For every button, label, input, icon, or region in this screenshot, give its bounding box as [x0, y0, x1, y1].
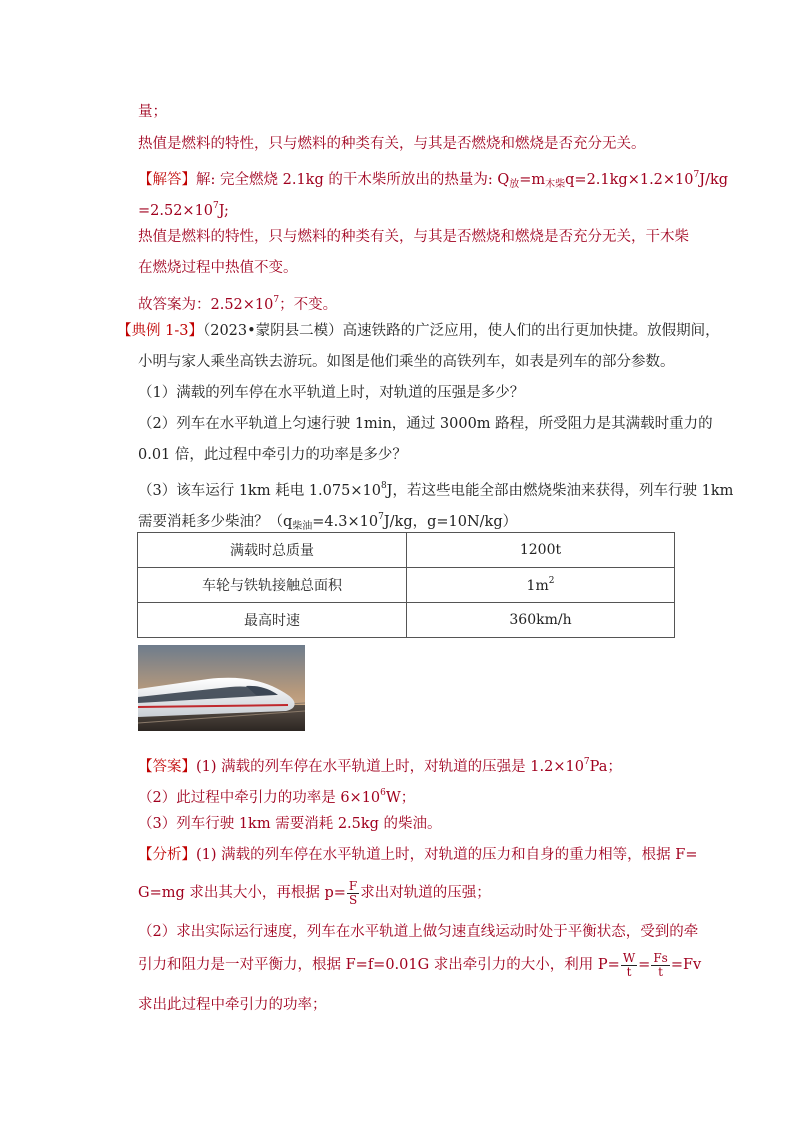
train-parameters-table [137, 532, 675, 638]
prev-line-6: 在燃烧过程中热值不变。 [138, 260, 298, 276]
table-cell-label: 满载时总质量 [138, 533, 407, 568]
analysis-line-3: （2）求出实际运行速度，列车在水平轨道上做匀速直线运动时处于平衡状态，受到的牵 [138, 924, 699, 940]
fraction-w-over-t: $\frac{W}{t}$ [622, 950, 636, 979]
table-cell-value: 1200t [407, 533, 675, 568]
question-3-line-1: （3）该车运行 1km 耗电 $1.075\times 10^8J$，若这些电能全部由燃烧柴油来获得，列车行驶 1km [138, 481, 734, 499]
example-tag: 【典例 1-3】 [117, 323, 203, 339]
analysis-line-4: 引力和阻力是一对平衡力，根据 F=f=0.01G 求出牵引力的大小，利用 P= $\frac{W}{t}$ = $\frac{Fs}{t}$ =Fv [138, 950, 702, 979]
answer-tag: 【解答】 [138, 172, 196, 188]
prev-line-4: $=2.52\times 10^7J$; [138, 201, 229, 219]
answer-line-1: 【答案】(1) 满载的列车停在水平轨道上时，对轨道的压强是 $1.2\times 10^7Pa$； [138, 757, 622, 775]
example-line-1: 【典例 1-3】（2023•蒙阴县二模）高速铁路的广泛应用，使人们的出行更加快捷。放假期间， [117, 323, 720, 339]
question-2-line-2: 0.01 倍，此过程中牵引力的功率是多少？ [138, 447, 407, 463]
table-row [138, 603, 675, 638]
example-line-2: 小明与家人乘坐高铁去游玩。如图是他们乘坐的高铁列车，如表是列车的部分参数。 [138, 354, 675, 370]
prev-line-2: 热值是燃料的特性，只与燃料的种类有关，与其是否燃烧和燃烧是否充分无关。 [138, 136, 646, 152]
fraction-fs-over-t: $\frac{Fs}{t}$ [653, 950, 668, 979]
prev-line-1: 量； [138, 104, 167, 120]
analysis-line-5: 求出此过程中牵引力的功率； [138, 997, 327, 1013]
fraction-f-over-s: $\frac{F}{S}$ [348, 878, 358, 907]
high-speed-train-image [138, 645, 305, 731]
train-illustration [138, 645, 305, 731]
question-3-line-2: 需要消耗多少柴油？（$q_{柴油}=4.3\times 10^7J/kg$，g=10N/kg） [138, 512, 518, 532]
analysis-line-2: G=mg 求出其大小，再根据 p= $\frac{F}{S}$ 求出对轨道的压强； [138, 878, 491, 907]
analysis-label: 【分析】 [138, 847, 196, 863]
answer-label: 【答案】 [138, 759, 196, 775]
table-cell-value: $1m^2$ [407, 568, 675, 603]
table-row [138, 568, 675, 603]
answer-line-3: （3）列车行驶 1km 需要消耗 2.5kg 的柴油。 [138, 816, 442, 832]
prev-line-7: 故答案为：$2.52\times 10^7$；不变。 [138, 295, 338, 313]
analysis-line-1: 【分析】(1) 满载的列车停在水平轨道上时，对轨道的压力和自身的重力相等，根据 F= [138, 847, 698, 863]
prev-line-3: 【解答】解: 完全燃烧 2.1kg 的干木柴所放出的热量为: $Q_放=m_{木柴}q=2.1kg\times 1.2\times 10^7J/kg$ [138, 170, 729, 190]
table-cell-value: 360km/h [407, 603, 675, 638]
table-row [138, 533, 675, 568]
table-cell-label: 最高时速 [138, 603, 407, 638]
table-cell-label: 车轮与铁轨接触总面积 [138, 568, 407, 603]
question-1: （1）满载的列车停在水平轨道上时，对轨道的压强是多少？ [138, 385, 525, 401]
answer-line-2: （2）此过程中牵引力的功率是 $6\times 10^6W$； [138, 788, 416, 806]
question-2-line-1: （2）列车在水平轨道上匀速行驶 1min，通过 3000m 路程，所受阻力是其满载时重力的 [138, 416, 713, 432]
prev-line-5: 热值是燃料的特性，只与燃料的种类有关，与其是否燃烧和燃烧是否充分无关，干木柴 [138, 229, 689, 245]
